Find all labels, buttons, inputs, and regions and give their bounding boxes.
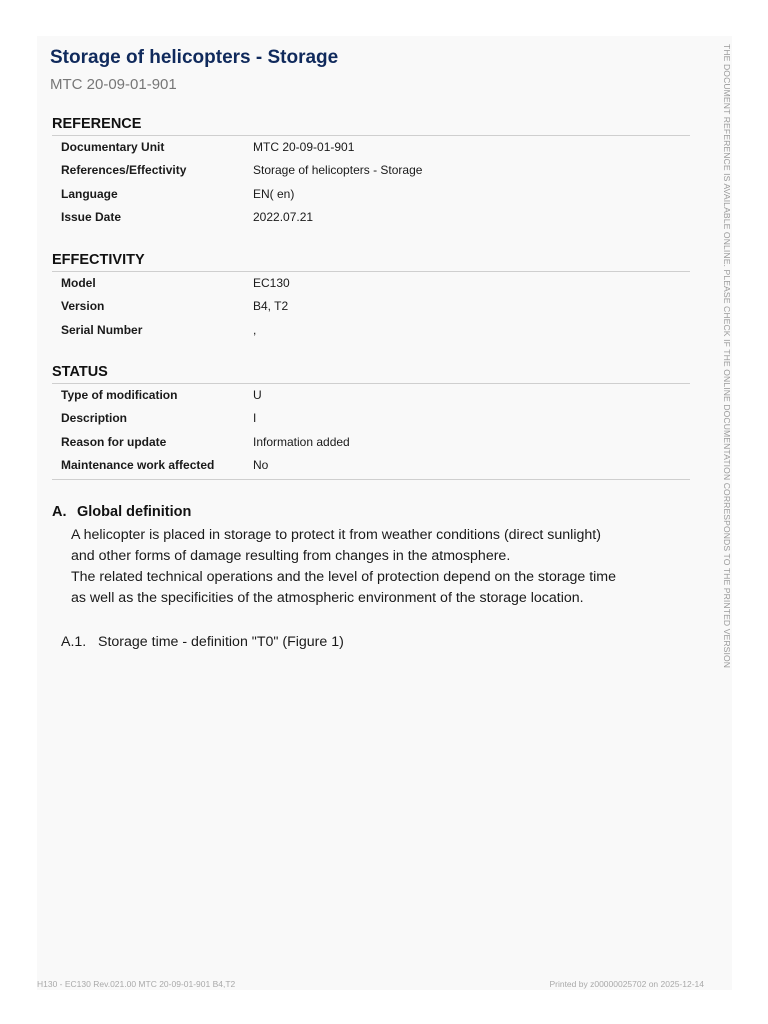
- reference-section: [52, 114, 690, 230]
- paragraph-line: and other forms of damage resulting from changes in the atmosphere.: [71, 548, 511, 564]
- table-row: [52, 206, 690, 229]
- row-label: Language: [61, 186, 118, 201]
- section-heading: STATUS: [52, 362, 690, 384]
- footer-revision: H130 - EC130 Rev.021.00 MTC 20-09-01-901 B4,T2: [37, 979, 236, 989]
- table-row: [52, 407, 690, 430]
- table-row: [52, 431, 690, 454]
- row-value: 2022.07.21: [253, 210, 314, 225]
- table-row: [52, 272, 690, 295]
- table-row: [52, 384, 690, 407]
- row-value: MTC 20-09-01-901: [253, 140, 355, 154]
- row-value: ,: [253, 322, 257, 337]
- row-label: References/Effectivity: [61, 163, 187, 178]
- section-heading: REFERENCE: [52, 114, 690, 136]
- row-label: Model: [61, 276, 96, 290]
- row-label: Serial Number: [61, 322, 143, 337]
- row-value: No: [253, 458, 269, 473]
- paragraph-line: as well as the specificities of the atmospheric environment of the storage location.: [71, 590, 584, 606]
- global-definition-heading: [52, 504, 191, 520]
- table-row: [52, 136, 690, 159]
- status-section: [52, 362, 690, 480]
- row-label: Type of modification: [61, 388, 178, 402]
- row-value: EC130: [253, 276, 290, 290]
- row-value: B4, T2: [253, 299, 289, 314]
- page-title: Storage of helicopters - Storage: [50, 47, 339, 68]
- row-label: Maintenance work affected: [61, 458, 215, 473]
- global-definition-body: [71, 525, 691, 609]
- footer-printed-by: Printed by z00000025702 on 2025-12-14: [549, 979, 704, 989]
- row-label: Issue Date: [61, 210, 122, 225]
- heading-number: A.: [52, 504, 67, 520]
- table-row: [52, 159, 690, 182]
- row-value: EN( en): [253, 186, 295, 201]
- heading-text: Global definition: [77, 504, 192, 520]
- row-value: Information added: [253, 434, 350, 449]
- paragraph-line: The related technical operations and the level of protection depend on the storage time: [71, 569, 616, 585]
- table-row: [52, 319, 690, 342]
- paragraph-line: A helicopter is placed in storage to protect it from weather conditions (direct sunlight): [71, 527, 601, 543]
- table-row: [52, 183, 690, 206]
- row-value: I: [253, 411, 257, 426]
- heading-text: Storage time - definition "T0" (Figure 1): [98, 634, 344, 650]
- table-row: [52, 295, 690, 318]
- section-heading: EFFECTIVITY: [52, 250, 690, 272]
- table-row: [52, 454, 690, 477]
- document-code: MTC 20-09-01-901: [50, 76, 177, 93]
- row-label: Documentary Unit: [61, 140, 165, 154]
- row-label: Reason for update: [61, 434, 167, 449]
- storage-time-heading: [61, 634, 344, 650]
- document-page: [37, 36, 732, 990]
- row-label: Version: [61, 299, 105, 314]
- row-value: Storage of helicopters - Storage: [253, 163, 423, 178]
- effectivity-section: [52, 250, 690, 342]
- section-divider: [52, 479, 690, 480]
- row-value: U: [253, 388, 262, 402]
- row-label: Description: [61, 411, 128, 426]
- heading-number: A.1.: [61, 634, 87, 650]
- online-version-notice: THE DOCUMENT REFERENCE IS AVAILABLE ONLINE. PLEASE CHECK IF THE ONLINE DOCUMENTATION CORRESPONDS TO THE PRINTED VERSION: [722, 44, 732, 669]
